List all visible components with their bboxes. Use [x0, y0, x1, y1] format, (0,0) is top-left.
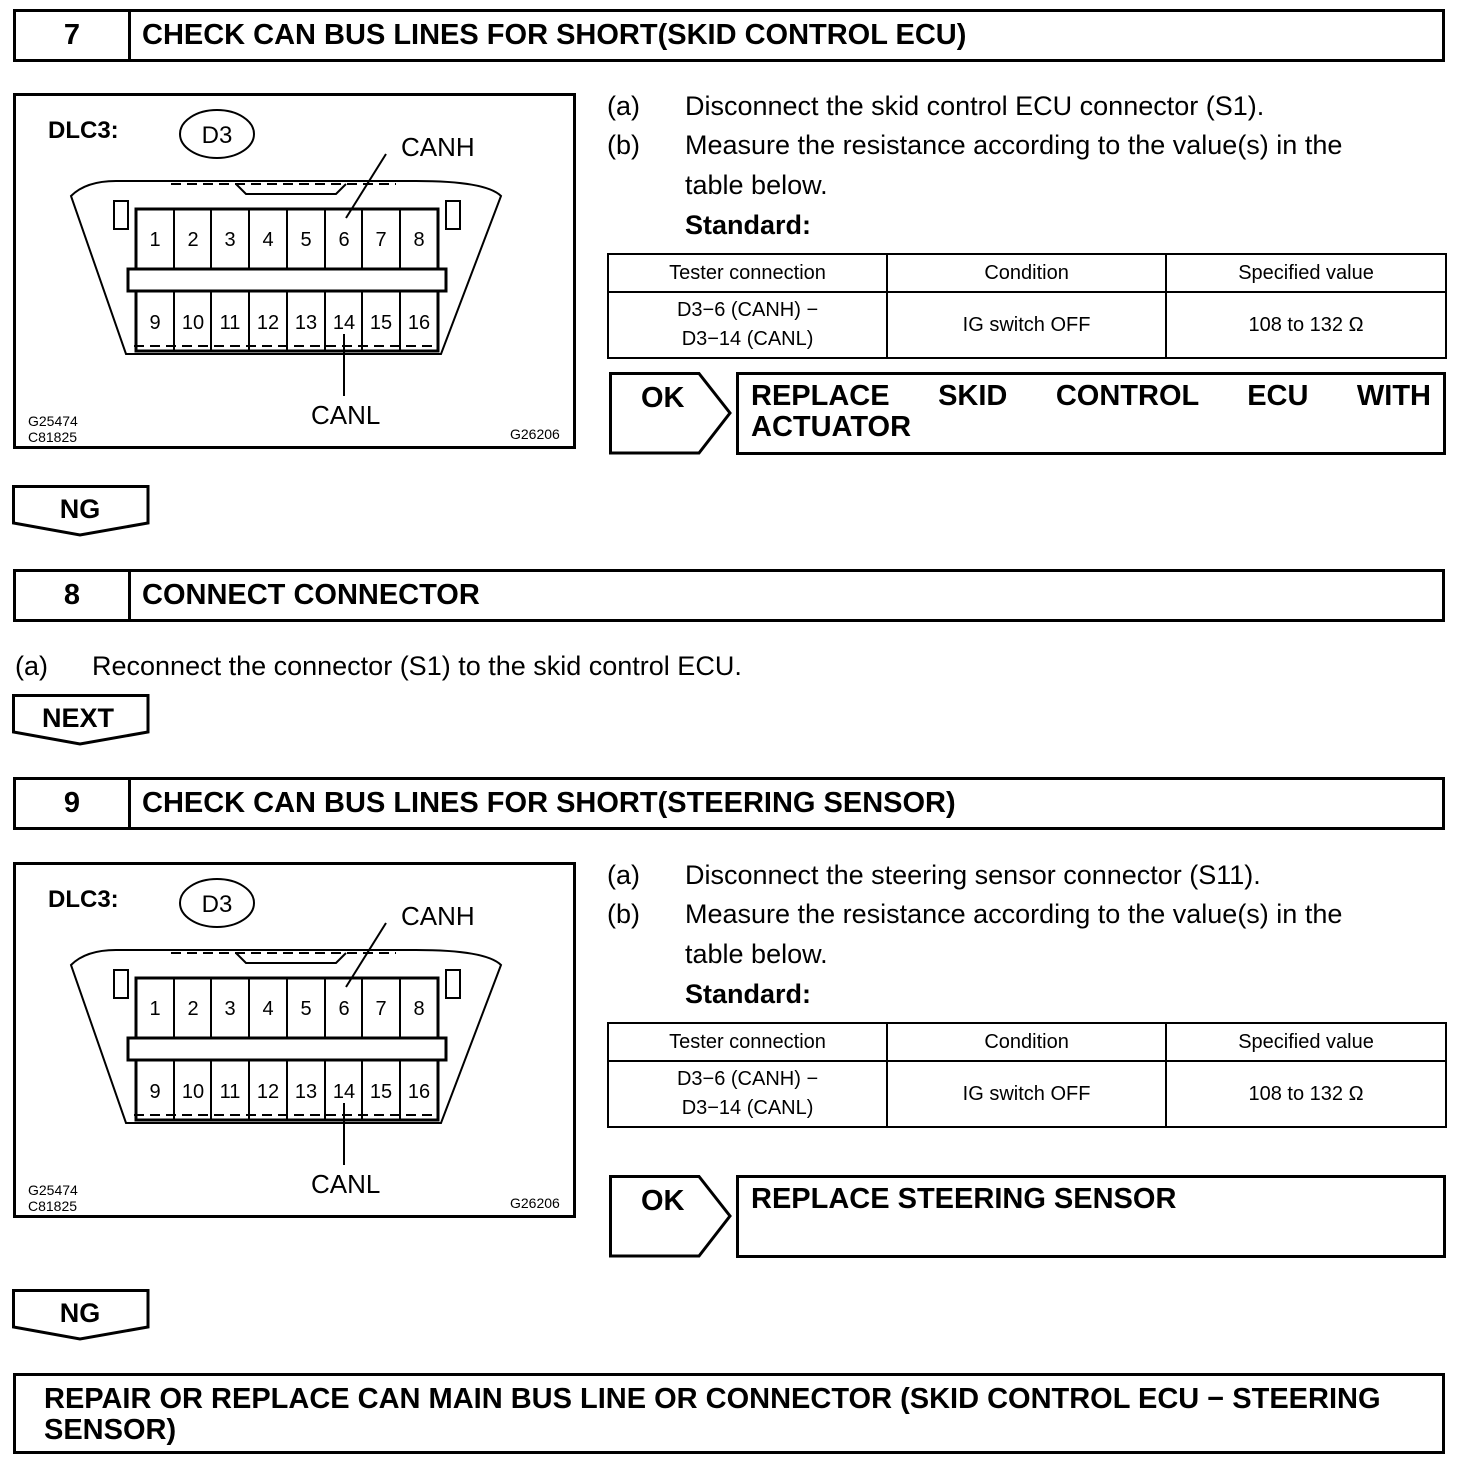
step9-ng-arrow	[12, 1289, 150, 1341]
figure-code-b: C81825	[28, 429, 78, 445]
dlc3-label: DLC3:	[48, 117, 119, 144]
pin-11: 11	[219, 312, 241, 334]
dlc3-connector-diagram	[16, 96, 573, 446]
step8-next-arrow	[12, 694, 150, 746]
divider-bar	[128, 269, 446, 291]
pin-14: 14	[332, 312, 356, 334]
pin-8: 8	[413, 229, 425, 251]
figure-code-c: G26206	[510, 426, 560, 442]
step8-header	[13, 569, 1445, 622]
connection-line2: D3−14 (CANL)	[681, 1097, 814, 1119]
step9-instr-a-letter: (a)	[607, 860, 640, 890]
step9-dlc3-figure	[13, 862, 576, 1218]
connection-line1: D3−6 (CANH) −	[676, 1068, 819, 1090]
table-cell-connection	[608, 292, 887, 358]
step9-title: CHECK CAN BUS LINES FOR SHORT(STEERING SENSOR)	[142, 787, 956, 819]
step9-instr-b-line2: table below.	[685, 939, 828, 969]
table-cell-value: 108 to 132 Ω	[1166, 292, 1446, 358]
pin-10: 10	[181, 1081, 205, 1103]
pin-6: 6	[338, 229, 350, 251]
connector-key	[236, 184, 346, 194]
pin-3: 3	[224, 229, 236, 251]
figure-code-b: C81825	[28, 1198, 78, 1214]
pin-2: 2	[187, 998, 199, 1020]
table-cell-connection	[608, 1061, 887, 1127]
pin-6: 6	[338, 998, 350, 1020]
pin-9: 9	[149, 312, 161, 334]
figure-code-a: G25474	[28, 413, 78, 429]
step7-standard-label: Standard:	[685, 210, 812, 240]
ok-label: OK	[641, 1185, 685, 1217]
step7-dlc3-figure	[13, 93, 576, 449]
table-cell-condition: IG switch OFF	[887, 292, 1166, 358]
table-header-tester-connection: Tester connection	[608, 1023, 887, 1061]
pin-1: 1	[149, 998, 161, 1020]
step7-ok-arrow	[609, 372, 733, 456]
pin-7: 7	[375, 229, 387, 251]
step7-instr-b-line1: Measure the resistance according to the value(s) in the	[685, 130, 1343, 160]
ng-label: NG	[59, 494, 101, 524]
pin-1: 1	[149, 229, 161, 251]
pin-13: 13	[294, 312, 318, 334]
table-header-condition: Condition	[887, 254, 1166, 292]
pin-2: 2	[187, 229, 199, 251]
step7-instr-a-letter: (a)	[607, 91, 640, 121]
step9-ok-arrow	[609, 1175, 733, 1259]
pin-11: 11	[219, 1081, 241, 1103]
step7-ok-result: REPLACE SKID CONTROL ECU WITH ACTUATOR	[736, 372, 1446, 455]
step9-instr-a: Disconnect the steering sensor connector (S11).	[685, 860, 1261, 890]
pin-5: 5	[300, 229, 312, 251]
step7-number: 7	[16, 12, 131, 59]
connector-d3-label: D3	[201, 891, 233, 918]
step8-title: CONNECT CONNECTOR	[142, 579, 480, 611]
step9-instr-b-letter: (b)	[607, 899, 640, 929]
pin-9: 9	[149, 1081, 161, 1103]
step7-header	[13, 9, 1445, 62]
table-header-specified-value: Specified value	[1166, 1023, 1446, 1061]
step7-spec-table	[607, 253, 1447, 359]
step7-ng-arrow	[12, 485, 150, 537]
step8-number: 8	[16, 572, 131, 619]
step9-standard-label: Standard:	[685, 979, 812, 1009]
connector-key	[236, 953, 346, 963]
pin-13: 13	[294, 1081, 318, 1103]
ng-label: NG	[59, 1298, 101, 1328]
next-label: NEXT	[41, 703, 115, 733]
table-header-tester-connection: Tester connection	[608, 254, 887, 292]
pin-3: 3	[224, 998, 236, 1020]
canh-label: CANH	[401, 132, 475, 162]
pin-10: 10	[181, 312, 205, 334]
step9-header	[13, 777, 1445, 830]
pin-8: 8	[413, 998, 425, 1020]
step7-instr-b-line2: table below.	[685, 170, 828, 200]
pin-12: 12	[256, 1081, 280, 1103]
table-header-condition: Condition	[887, 1023, 1166, 1061]
step9-spec-table	[607, 1022, 1447, 1128]
figure-code-c: G26206	[510, 1195, 560, 1211]
pin-5: 5	[300, 998, 312, 1020]
pin-16: 16	[407, 312, 431, 334]
pin-4: 4	[262, 229, 274, 251]
step7-instr-b-letter: (b)	[607, 130, 640, 160]
dlc3-label: DLC3:	[48, 886, 119, 913]
pin-14: 14	[332, 1081, 356, 1103]
final-result-box: REPAIR OR REPLACE CAN MAIN BUS LINE OR CONNECTOR (SKID CONTROL ECU − STEERING SENSOR)	[13, 1373, 1445, 1454]
pin-16: 16	[407, 1081, 431, 1103]
pin-15: 15	[369, 1081, 393, 1103]
step9-ok-result: REPLACE STEERING SENSOR	[736, 1175, 1446, 1258]
step9-instr-b-line1: Measure the resistance according to the value(s) in the	[685, 899, 1343, 929]
canh-label: CANH	[401, 901, 475, 931]
ok-label: OK	[641, 382, 685, 414]
connection-line1: D3−6 (CANH) −	[676, 299, 819, 321]
canl-label: CANL	[311, 1169, 381, 1199]
dlc3-connector-diagram	[16, 865, 573, 1215]
table-header-specified-value: Specified value	[1166, 254, 1446, 292]
step7-title: CHECK CAN BUS LINES FOR SHORT(SKID CONTROL ECU)	[142, 19, 967, 51]
canl-label: CANL	[311, 400, 381, 430]
pin-12: 12	[256, 312, 280, 334]
connection-line2: D3−14 (CANL)	[681, 328, 814, 350]
step8-instr-a: Reconnect the connector (S1) to the skid control ECU.	[92, 651, 742, 681]
pin-7: 7	[375, 998, 387, 1020]
pin-15: 15	[369, 312, 393, 334]
table-cell-value: 108 to 132 Ω	[1166, 1061, 1446, 1127]
pin-4: 4	[262, 998, 274, 1020]
divider-bar	[128, 1038, 446, 1060]
step8-instr-a-letter: (a)	[15, 651, 48, 681]
step7-instr-a: Disconnect the skid control ECU connector (S1).	[685, 91, 1265, 121]
figure-code-a: G25474	[28, 1182, 78, 1198]
step9-number: 9	[16, 780, 131, 827]
table-cell-condition: IG switch OFF	[887, 1061, 1166, 1127]
connector-d3-label: D3	[201, 122, 233, 149]
